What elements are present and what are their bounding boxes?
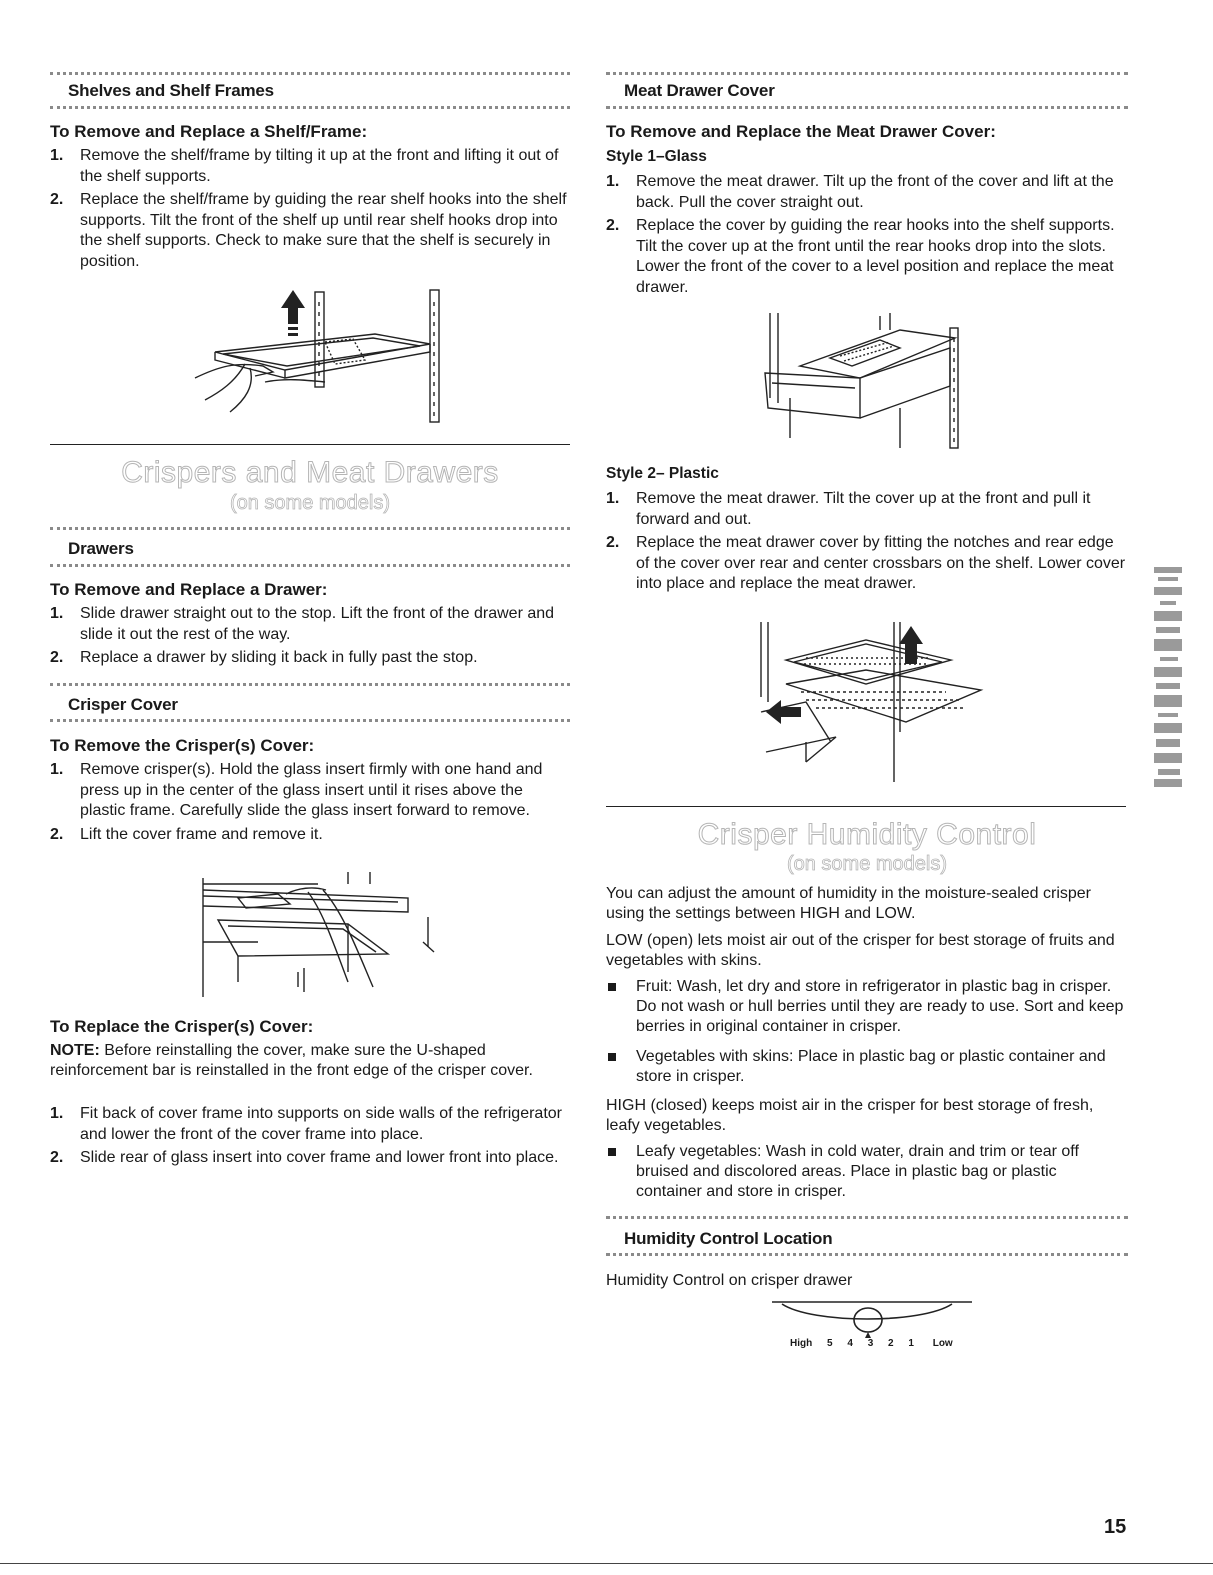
- crisper-cover-section-title: Crisper Cover: [68, 695, 178, 714]
- humidity-ghost-subheading: (on some models): [786, 853, 948, 875]
- bullet-icon: [608, 983, 616, 991]
- humidity-low-bullets: [606, 977, 1126, 1097]
- glass-cover-illustration: [760, 308, 965, 453]
- crisper-remove-subtitle: To Remove the Crisper(s) Cover:: [50, 736, 315, 755]
- humidity-location-text: Humidity Control on crisper drawer: [606, 1272, 853, 1289]
- list-item: Fruit: Wash, let dry and store in refrigerator in plastic bag in crisper. Do not wash or hull berries until they are ready to use. Sort and keep berries in original container in crisper.: [606, 977, 1126, 1037]
- section-divider: [50, 72, 570, 75]
- drawers-subtitle: To Remove and Replace a Drawer:: [50, 580, 328, 599]
- section-divider: [606, 1253, 1128, 1256]
- crisper-cover-illustration: [198, 872, 438, 1000]
- list-item: 1. Slide drawer straight out to the stop. Lift the front of the drawer and slide it out the rest of the way.: [50, 605, 555, 643]
- section-divider: [606, 1216, 1128, 1219]
- style1-steps: [606, 172, 1126, 301]
- humidity-ghost-heading: Crisper Humidity Control: [697, 818, 1037, 851]
- list-item: 1. Fit back of cover frame into supports on side walls of the refrigerator and lower the front of the cover frame into place.: [50, 1105, 562, 1143]
- section-divider: [50, 683, 570, 686]
- dial-label-1: 1: [908, 1338, 914, 1349]
- crispers-ghost-heading: Crispers and Meat Drawers: [121, 456, 499, 489]
- style2-steps: [606, 489, 1126, 598]
- dial-slider-icon: [772, 1298, 972, 1338]
- humidity-high-bullets: [606, 1142, 1126, 1212]
- list-item: 2. Replace the shelf/frame by guiding the rear shelf hooks into the shelf supports. Tilt the front of the shelf up until rear shelf hooks drop into the shelf supports. Check to make sure that the shelf is securely in position.: [50, 191, 567, 270]
- bullet-icon: [608, 1148, 616, 1156]
- crisper-replace-subtitle: To Replace the Crisper(s) Cover:: [50, 1017, 314, 1036]
- shelves-subtitle: To Remove and Replace a Shelf/Frame:: [50, 122, 368, 141]
- humidity-high-text: HIGH (closed) keeps moist air in the crisper for best storage of fresh, leafy vegetables.: [606, 1097, 1094, 1134]
- section-divider: [50, 719, 570, 722]
- crisper-replace-steps: [50, 1104, 568, 1172]
- shelves-section-title: Shelves and Shelf Frames: [68, 81, 274, 100]
- crisper-remove-steps: [50, 760, 568, 848]
- section-divider: [606, 106, 1128, 109]
- section-divider: [50, 564, 570, 567]
- list-item: 1. Remove the meat drawer. Tilt the cover up at the front and pull it forward and out.: [606, 490, 1091, 528]
- shelf-removal-illustration: [175, 282, 445, 427]
- meat-drawer-subtitle: To Remove and Replace the Meat Drawer Cover:: [606, 122, 996, 141]
- section-divider: [50, 106, 570, 109]
- humidity-low-text: LOW (open) lets moist air out of the crisper for best storage of fruits and vegetables with skins.: [606, 932, 1115, 969]
- drawers-section-title: Drawers: [68, 539, 134, 558]
- list-item: 1. Remove crisper(s). Hold the glass insert firmly with one hand and press up in the center of the glass insert until it rises above the plastic frame. Carefully slide the glass insert forward to remove.: [50, 761, 543, 819]
- list-item: Vegetables with skins: Place in plastic bag or plastic container and store in crisper.: [606, 1047, 1126, 1087]
- style2-label: Style 2– Plastic: [606, 465, 719, 482]
- list-item: 1. Remove the meat drawer. Tilt up the front of the cover and lift at the back. Pull the cover straight out.: [606, 173, 1114, 211]
- page-bottom-rule: [0, 1563, 1213, 1564]
- section-rule: [606, 806, 1126, 807]
- section-divider: [50, 527, 570, 530]
- list-item: Leafy vegetables: Wash in cold water, drain and trim or tear off bruised and discolored areas. Place in plastic bag or plastic container and store in crisper.: [606, 1142, 1126, 1202]
- humidity-intro: You can adjust the amount of humidity in the moisture-sealed crisper using the settings between HIGH and LOW.: [606, 885, 1092, 922]
- humidity-dial: [772, 1298, 972, 1358]
- shelves-steps: [50, 146, 568, 275]
- list-item: 1. Remove the shelf/frame by tilting it up at the front and lifting it out of the shelf supports.: [50, 147, 559, 185]
- dial-label-high: High: [790, 1338, 813, 1349]
- humidity-location-title: Humidity Control Location: [624, 1229, 833, 1248]
- page-number: 15: [1104, 1516, 1127, 1538]
- section-rule: [50, 444, 570, 445]
- dial-label-4: 4: [847, 1338, 853, 1349]
- list-item: 2. Replace the meat drawer cover by fitting the notches and rear edge of the cover over rear and center crossbars on the shelf. Lower cover into place and replace the meat drawer.: [606, 534, 1126, 592]
- list-item: 2. Slide rear of glass insert into cover frame and lower front into place.: [50, 1149, 559, 1166]
- dial-label-low: Low: [932, 1338, 953, 1349]
- dial-label-3: 3: [867, 1338, 874, 1349]
- list-item: 2. Replace a drawer by sliding it back in fully past the stop.: [50, 649, 478, 666]
- side-tab-icon: [1150, 565, 1186, 790]
- crisper-note: NOTE: Before reinstalling the cover, make sure the U-shaped reinforcement bar is reinstalled in the front edge of the crisper cover.: [50, 1042, 533, 1079]
- list-item: 2. Lift the cover frame and remove it.: [50, 825, 323, 843]
- dial-label-5: 5: [827, 1338, 833, 1349]
- drawers-steps: [50, 604, 568, 672]
- list-item: 2. Replace the cover by guiding the rear hooks into the shelf supports. Tilt the cover up at the front until the rear hooks drop into the slots. Lower the front of the cover to a level position and replace the meat drawer.: [606, 217, 1115, 296]
- bullet-icon: [608, 1053, 616, 1061]
- crispers-ghost-subheading: (on some models): [229, 492, 391, 514]
- style1-label: Style 1–Glass: [606, 148, 707, 165]
- meat-drawer-section-title: Meat Drawer Cover: [624, 81, 775, 100]
- section-divider: [606, 72, 1128, 75]
- dial-label-2: 2: [888, 1338, 894, 1349]
- plastic-cover-illustration: [746, 612, 991, 784]
